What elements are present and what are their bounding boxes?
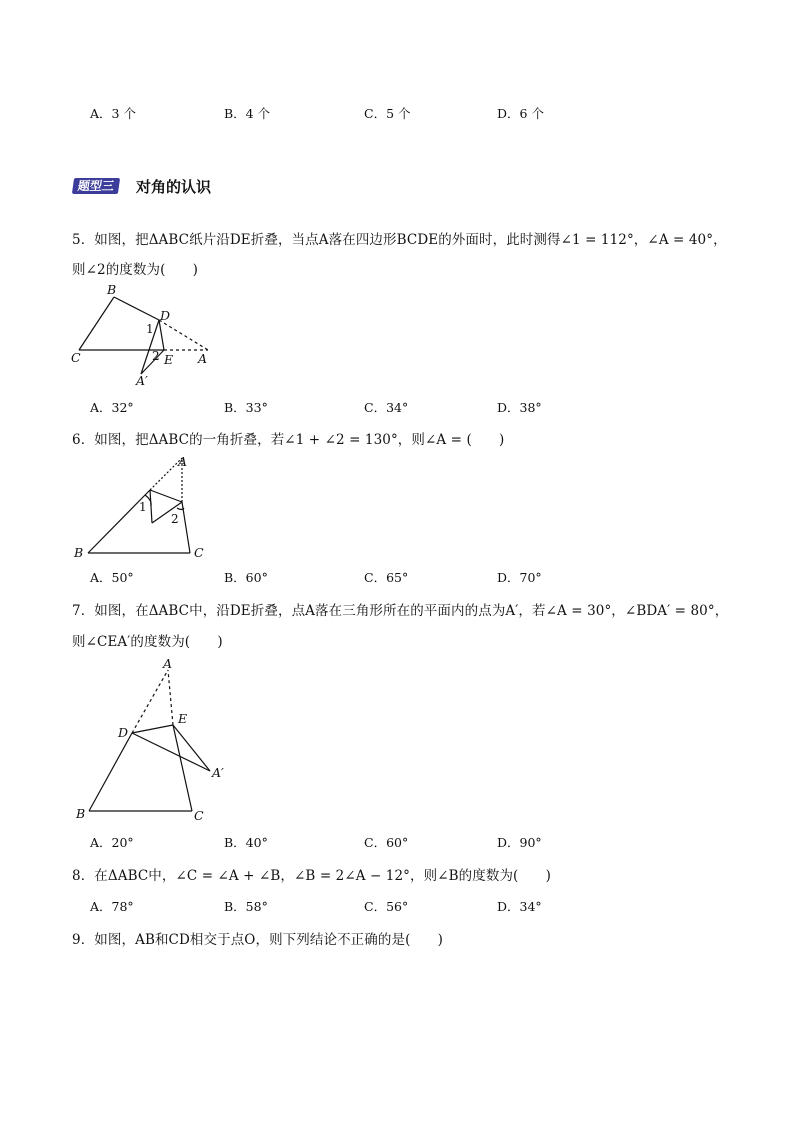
section-badge: 题型三 <box>72 178 120 194</box>
q8-option-b: B．58° <box>224 899 268 914</box>
q6-option-c: C．65° <box>364 570 409 585</box>
q5-label-A: A <box>198 351 208 366</box>
q7-label-A: A <box>163 656 173 671</box>
q7-dashed-EA <box>168 670 173 725</box>
q6-label-A: A <box>178 454 188 469</box>
q7-side-CE <box>173 725 192 811</box>
q4-option-c: C．5 个 <box>364 106 411 121</box>
q5-text-line2: 则∠2的度数为( ) <box>72 262 199 278</box>
q5-label-C: C <box>71 350 81 365</box>
q7-text-line2: 则∠CEA′的度数为( ) <box>72 634 223 650</box>
q6-angle-2: 2 <box>171 512 179 526</box>
q8-text-line1: 8．在ΔABC中，∠C = ∠A + ∠B，∠B = 2∠A − 12°，则∠B的度数为( ) <box>72 868 551 884</box>
q7-label-Ap: A′ <box>212 765 224 780</box>
q6-option-d: D．70° <box>497 570 542 585</box>
q6-text-line1: 6．如图，把ΔABC的一角折叠，若∠1 + ∠2 = 130°，则∠A = ( ) <box>72 432 505 448</box>
q4-option-b: B．4 个 <box>224 106 271 121</box>
q8-option-c: C．56° <box>364 899 409 914</box>
q7-label-D: D <box>118 725 129 740</box>
q5-angle-2: 2 <box>152 349 160 363</box>
q7-label-E: E <box>178 711 188 726</box>
q5-label-E: E <box>164 352 174 367</box>
q6-option-b: B．60° <box>224 570 268 585</box>
q7-segment-DE <box>132 725 173 733</box>
q7-label-B: B <box>76 806 86 821</box>
q5-label-D: D <box>160 308 171 323</box>
q7-segment-DAp <box>132 733 210 771</box>
q7-label-C: C <box>194 808 204 823</box>
q5-angle-1: 1 <box>146 322 154 336</box>
q7-text-line1: 7．如图，在ΔABC中，沿DE折叠，点A落在三角形所在的平面内的点为A′，若∠A = 30°，∠BDA′ = 80°， <box>72 603 729 619</box>
section-title: 对角的认识 <box>136 178 212 196</box>
q7-option-d: D．90° <box>497 835 542 850</box>
q4-option-d: D．6 个 <box>497 106 544 121</box>
q7-side-BD <box>89 733 132 811</box>
q5-option-d: D．38° <box>497 400 542 415</box>
q6-label-B: B <box>74 545 84 560</box>
q6-option-a: A．50° <box>90 570 134 585</box>
q4-option-a: A．3 个 <box>90 106 136 121</box>
q8-option-d: D．34° <box>497 899 542 914</box>
q5-label-Ap: A′ <box>136 373 148 388</box>
q5-text-line1: 5．如图，把ΔABC纸片沿DE折叠，当点A落在四边形BCDE的外面时，此时测得∠1 = 112°，∠A = 40°， <box>72 232 727 248</box>
q7-option-b: B．40° <box>224 835 268 850</box>
q5-option-b: B．33° <box>224 400 268 415</box>
q8-option-a: A．78° <box>90 899 134 914</box>
q7-dashed-DA <box>132 670 168 733</box>
q7-option-a: A．20° <box>90 835 134 850</box>
q9-text-line1: 9．如图，AB和CD相交于点O，则下列结论不正确的是( ) <box>72 932 444 948</box>
q7-option-c: C．60° <box>364 835 409 850</box>
q5-option-c: C．34° <box>364 400 409 415</box>
q6-label-C: C <box>194 545 204 560</box>
q6-angle-1: 1 <box>139 500 147 514</box>
q5-option-a: A．32° <box>90 400 134 415</box>
q5-label-B: B <box>107 282 117 297</box>
